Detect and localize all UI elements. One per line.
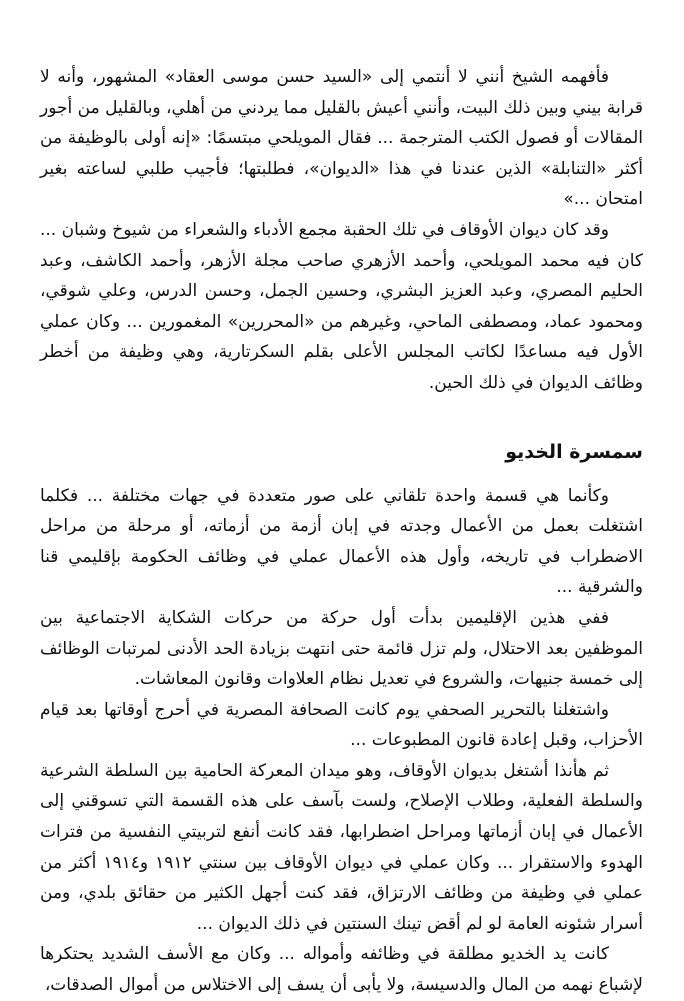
paragraph: وقد كان ديوان الأوقاف في تلك الحقبة مجمع الأدباء والشعراء من شيوخ وشبان ... كان فيه محمد المويلحي، وأحمد الأزهري صاحب مجلة الأزهر، وأحمد الكاشف، وعبد الحليم المصري، وعبد العزيز البشري، وحسين الجمل، وحسن الدرس، وعلي شوقي، ومحمود عماد، ومصطفى الماحي، وغيرهم من «المحررين» المغمورين ... وكان عملي الأول فيه مساعدًا لكاتب المجلس الأعلى بقلم السكرتارية، وهي وظيفة من أخطر وظائف الديوان في ذلك الحين. [40, 219, 643, 393]
paragraph: فأفهمه الشيخ أنني لا أنتمي إلى «السيد حسن موسى العقاد» المشهور، وأنه لا قرابة بيني وبين ذلك البيت، وأنني أعيش بالقليل مما يردني من أهلي، وبالقليل من أجور المقالات أو فصول الكتب المترجمة ... فقال المويلحي مبتسمًا: «إنه أولى بالوظيفة من أكثر «التنابلة» الذين عندنا في هذا «الديوان»، فطلبتها؛ فأجيب طلبي لساعته بغير امتحان ...» [40, 67, 643, 210]
paragraph: ثم هأنذا أشتغل بديوان الأوقاف، وهو ميدان المعركة الحامية بين السلطة الشرعية والسلطة الفعلية، وطلاب الإصلاح، ولست بآسف على هذه القسمة التي تسوقني إلى الأعمال في إبان أزماتها ومراحل اضطرابها، فقد كانت أنفع لتربيتي النفسية من فترات الهدوء والاستقرار ... وكان عملي في ديوان الأوقاف بين سنتي ١٩١٢ و١٩١٤ أكثر من عملي في وظيفة من وظائف الارتزاق، فقد كنت أجهل الكثير من حقائق بلدي، ومن أسرار شئونه العامة لو لم أقض تينك السنتين في ذلك الديوان ... [40, 760, 643, 934]
section-gap [40, 399, 643, 437]
book-page [40, 62, 643, 1001]
paragraph: وكأنما هي قسمة واحدة تلقاني على صور متعددة في جهات مختلفة ... فكلما اشتغلت بعمل من الأعمال وجدته في إبان أزمة من أزماته، أو مرحلة من مراحل الاضطراب في تاريخه، وأول هذه الأعمال عملي في وظائف الحكومة بإقليمي قنا والشرقية ... [40, 485, 643, 598]
paragraph: كانت يد الخديو مطلقة في وظائفه وأمواله ... وكان مع الأسف الشديد يحتكرها لإشباع نهمه من المال والدسيسة، ولا يأبى أن يسف إلى الاختلاس من أموال الصدقات، [40, 944, 643, 996]
paragraph: واشتغلنا بالتحرير الصحفي يوم كانت الصحافة المصرية في أحرج أوقاتها بعد قيام الأحزاب، وقبل إعادة قانون المطبوعات ... [40, 699, 643, 751]
paragraph: ففي هذين الإقليمين بدأت أول حركة من حركات الشكاية الاجتماعية بين الموظفين بعد الاحتلال، ولم تزل قائمة حتى انتهت بزيادة الحد الأدنى لمرتبات الوظائف إلى خمسة جنيهات، والشروع في تعديل نظام العلاوات وقانون المعاشات. [40, 607, 643, 690]
section-heading: سمسرة الخديو [505, 440, 643, 463]
